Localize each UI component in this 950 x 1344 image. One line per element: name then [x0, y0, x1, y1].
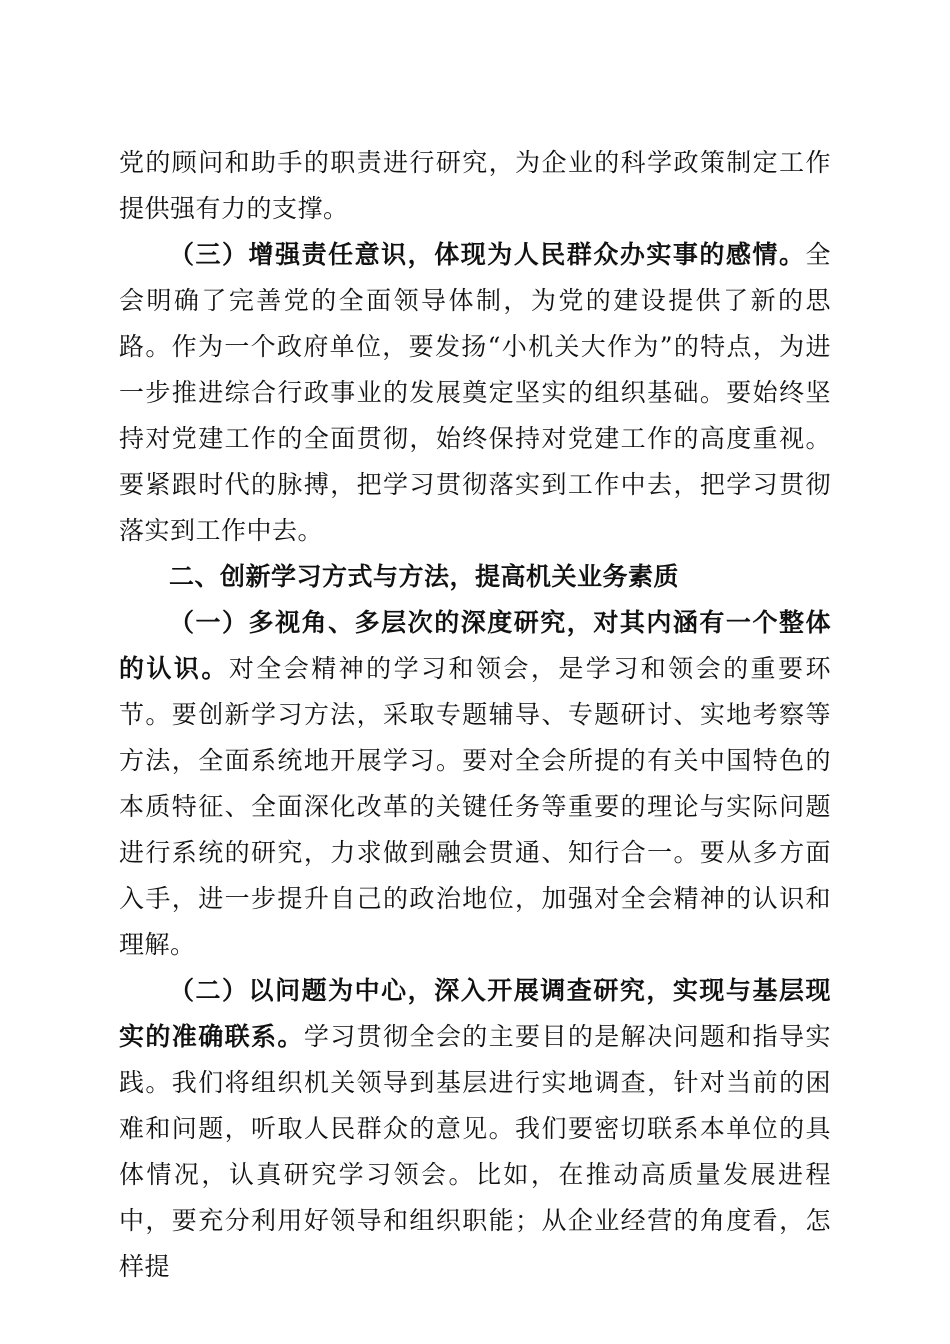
paragraph-text: 党的顾问和助手的职责进行研究，为企业的科学政策制定工作提供强有力的支撑。 [119, 148, 831, 223]
paragraph-responsibility [119, 232, 831, 554]
paragraph-text: 全会明确了完善党的全面领导体制，为党的建设提供了新的思路。作为一个政府单位，要发扬“小机关大作为”的特点，为进一步推进综合行政事业的发展奠定坚实的组织基础。要始终坚持对党建工作的全面贯彻，始终保持对党建工作的高度重视。要紧跟时代的脉搏，把学习贯彻落实到工作中去，把学习贯彻落实到工作中去。 [119, 240, 831, 545]
paragraph-lead-heading: （二）以问题为中心，深入开展调查研究，实现与基层现实的准确联系。 [119, 976, 831, 1051]
section-heading: 二、创新学习方式与方法，提高机关业务素质 [169, 562, 680, 591]
document-body [119, 140, 831, 1290]
paragraph-problem-oriented [119, 968, 831, 1290]
paragraph-lead-heading: （一）多视角、多层次的深度研究，对其内涵有一个整体的认识。 [119, 608, 831, 683]
paragraph-continued [119, 140, 831, 232]
paragraph-text: 对全会精神的学习和领会，是学习和领会的重要环节。要创新学习方法，采取专题辅导、专题研讨、实地考察等方法，全面系统地开展学习。要对全会所提的有关中国特色的本质特征、全面深化改革的关键任务等重要的理论与实际问题进行系统的研究，力求做到融会贯通、知行合一。要从多方面入手，进一步提升自己的政治地位，加强对全会精神的认识和理解。 [119, 654, 831, 959]
paragraph-lead-heading: （三）增强责任意识，体现为人民群众办实事的感情。 [169, 240, 806, 269]
paragraph-text: 学习贯彻全会的主要目的是解决问题和指导实践。我们将组织机关领导到基层进行实地调查，针对当前的困难和问题，听取人民群众的意见。我们要密切联系本单位的具体情况，认真研究学习领会。比如，在推动高质量发展进程中，要充分利用好领导和组织职能；从企业经营的角度看，怎样提 [119, 1022, 831, 1281]
paragraph-study-depth [119, 600, 831, 968]
